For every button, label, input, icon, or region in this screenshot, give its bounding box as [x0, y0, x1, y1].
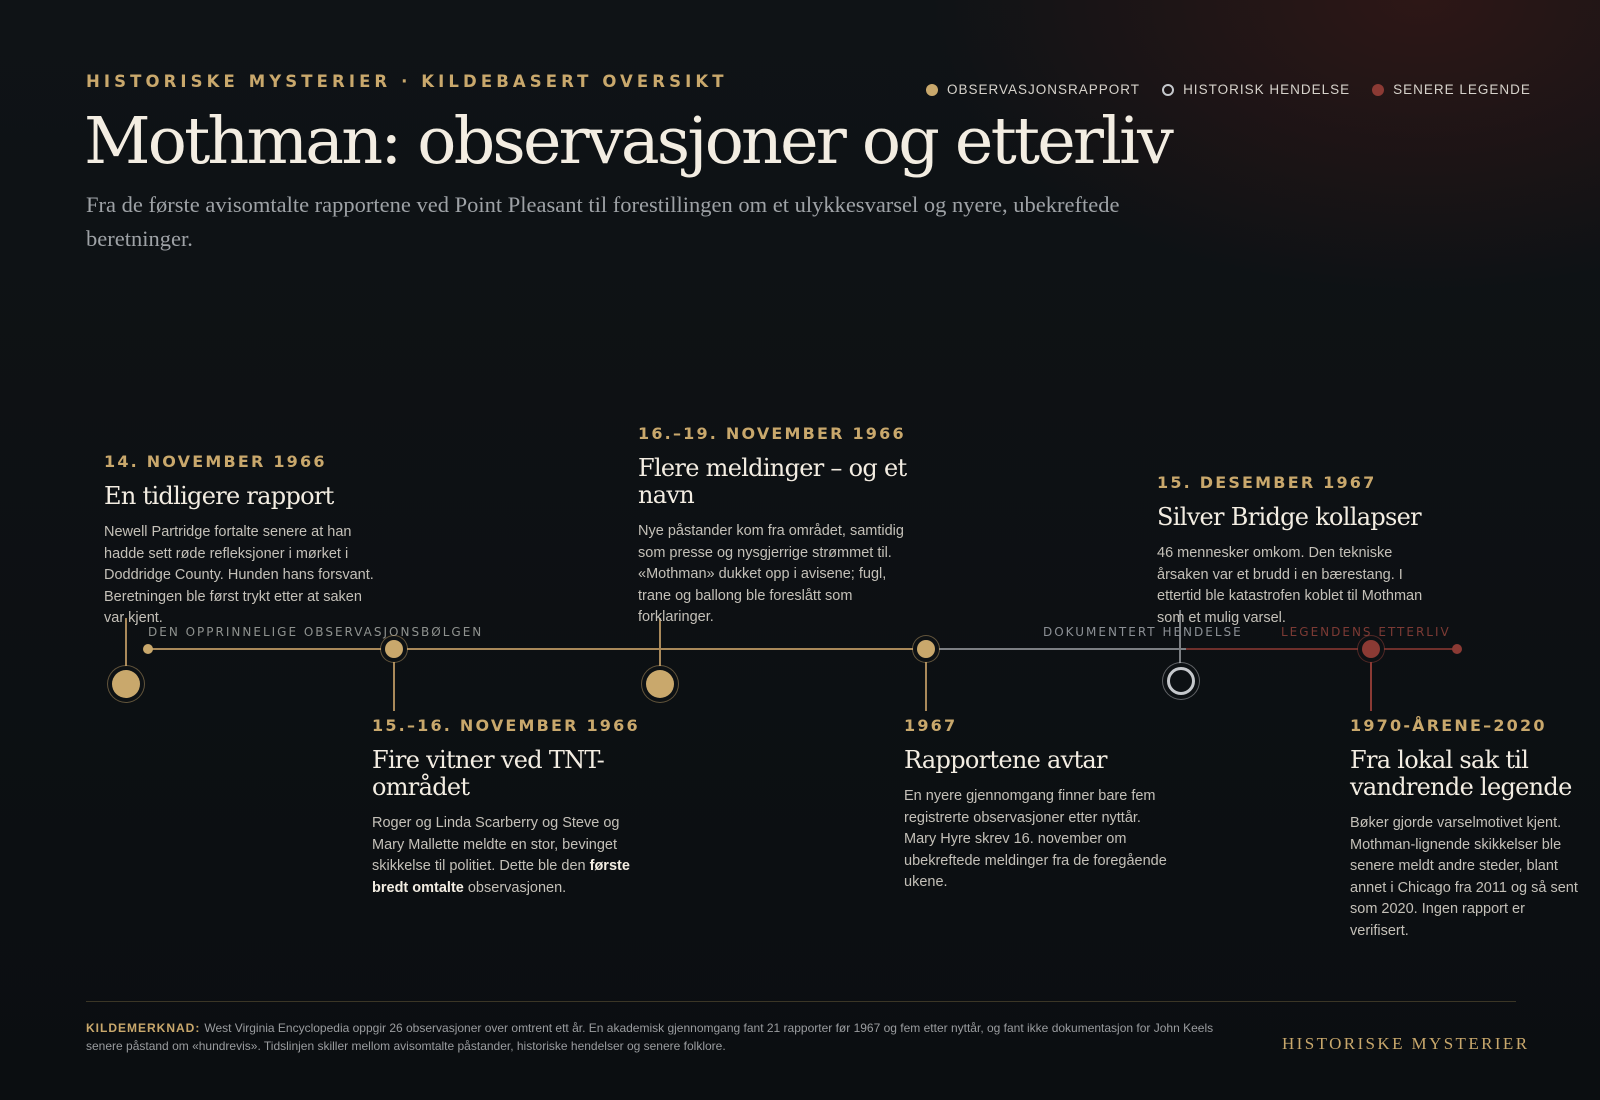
event-node[interactable] [1167, 667, 1195, 695]
event-body: Bøker gjorde varselmotivet kjent. Mothman-lignende skikkelser ble senere meldt andre steder, blant annet i Chicago fra 2011 og så sent som 2020. Ingen rapport er verifisert. [1350, 815, 1578, 939]
event-heading: Silver Bridge kollapser [1157, 503, 1421, 531]
event-date: 14. NOVEMBER 1966 [104, 452, 327, 471]
event-heading: Flere meldinger – og et navn [638, 454, 907, 509]
era-label-documented: DOKUMENTERT HENDELSE [1043, 625, 1243, 639]
event-heading: En tidligere rapport [104, 482, 334, 510]
era-label-afterlife: LEGENDENS ETTERLIV [1281, 625, 1451, 639]
event-node[interactable] [1362, 640, 1380, 658]
source-note-label: KILDEMERKNAD: [86, 1021, 201, 1035]
event-node[interactable] [112, 670, 140, 698]
page-kicker: HISTORISKE MYSTERIER · KILDEBASERT OVERSIKT [86, 72, 728, 91]
event-body: 46 mennesker omkom. Den tekniske årsaken var et brudd i en bærestang. I ettertid ble katastrofen koblet til Mothman som et mulig varsel. [1157, 545, 1423, 626]
stem [925, 649, 927, 711]
footer-divider [86, 1001, 1516, 1002]
source-note-text: West Virginia Encyclopedia oppgir 26 observasjoner over omtrent ett år. En akademisk gjennomgang fant 21 rapporter før 1967 og fem etter nyttår, og fant ikke dokumentasjon for John Keels senere påstand om «hundrevis». Tidslinjen skiller mellom avisomtalte påstander, historiske hendelser og senere folklore. [86, 1021, 1214, 1053]
legend-label: SENERE LEGENDE [1393, 82, 1531, 97]
axis-end-marker [1452, 644, 1462, 654]
event-body [372, 813, 647, 899]
timeline-event [372, 716, 647, 899]
timeline-event [104, 452, 374, 630]
event-body: Nye påstander kom fra området, samtidig som presse og nysgjerrige strømmet til. «Mothman» dukket opp i avisene; fugl, trane og ballong ble foreslått som forklaringer. [638, 523, 904, 625]
event-date: 16.–19. NOVEMBER 1966 [638, 424, 906, 443]
event-node[interactable] [646, 670, 674, 698]
timeline-event [638, 424, 908, 629]
stem [393, 649, 395, 711]
event-date: 1967 [904, 716, 958, 735]
legend-label: HISTORISK HENDELSE [1183, 82, 1351, 97]
legend-label: OBSERVASJONSRAPPORT [947, 82, 1141, 97]
event-heading: Rapportene avtar [904, 746, 1107, 774]
event-body: En nyere gjennomgang finner bare fem registrerte observasjoner etter nyttår. Mary Hyre skrev 16. november om ubekreftede meldinger fra de foregående ukene. [904, 788, 1167, 890]
event-body-text: observasjonen. [463, 879, 567, 896]
timeline-event [904, 716, 1174, 894]
event-body: Newell Partridge fortalte senere at han hadde sett røde refleksjoner i mørket i Doddridge County. Hunden hans forsvant. Beretningen ble først trykt etter at saken var kjent. [104, 524, 374, 626]
event-heading: Fra lokal sak til vandrende legende [1350, 746, 1572, 801]
event-date: 15. DESEMBER 1967 [1157, 473, 1377, 492]
event-node[interactable] [917, 640, 935, 658]
event-body-emphasis: første bredt omtalte [372, 858, 630, 896]
axis-start-marker [143, 644, 153, 654]
event-date: 1970-ÅRENE–2020 [1350, 716, 1547, 735]
event-heading: Fire vitner ved TNT-området [372, 746, 605, 801]
timeline-event [1157, 473, 1427, 629]
page-subtitle: Fra de første avisomtalte rapportene ved Point Pleasant til forestillingen om et ulykkesvarsel og nyere, ubekreftede beretninger. [86, 192, 1120, 251]
source-note [86, 1019, 1236, 1055]
brand-wordmark: HISTORISKE MYSTERIER [1282, 1034, 1530, 1053]
event-node[interactable] [385, 640, 403, 658]
event-body-text: Roger og Linda Scarberry og Steve og Mary Mallette meldte en stor, bevinget skikkelse til politiet. Dette ble den [372, 815, 620, 874]
page-title: Mothman: observasjoner og etterliv [84, 104, 1172, 179]
era-label-wave: DEN OPPRINNELIGE OBSERVASJONSBØLGEN [148, 625, 484, 639]
event-date: 15.–16. NOVEMBER 1966 [372, 716, 640, 735]
stem [1370, 649, 1372, 711]
timeline-event [1350, 716, 1586, 942]
